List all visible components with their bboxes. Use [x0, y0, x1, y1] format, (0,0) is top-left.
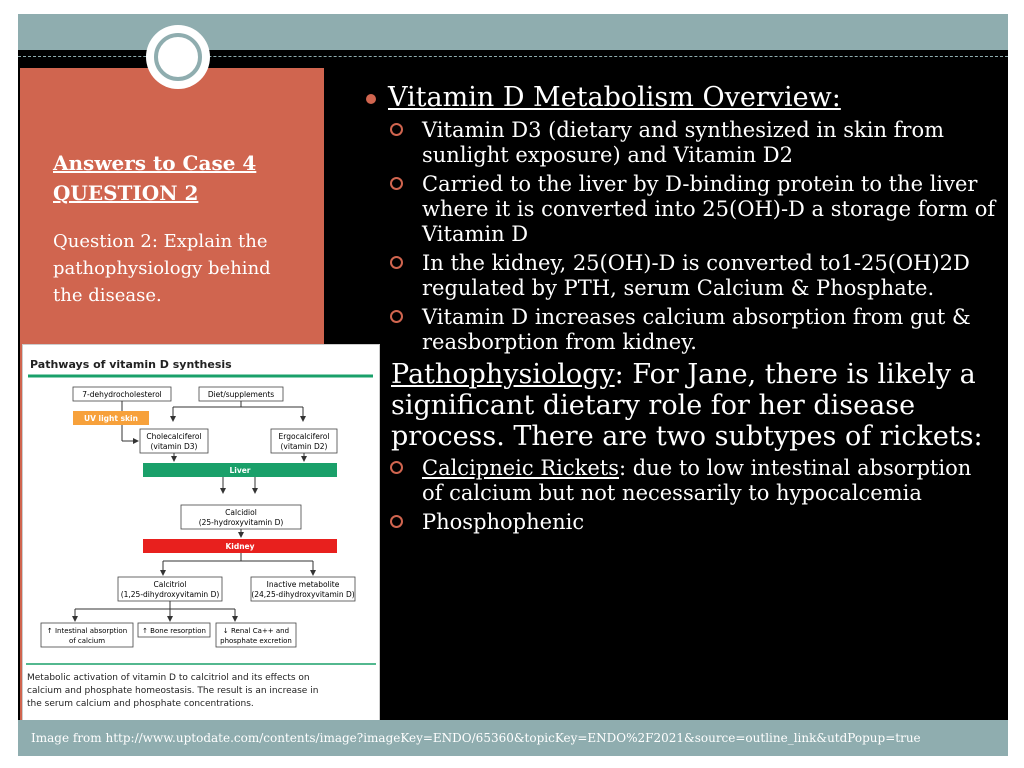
case-title [53, 148, 303, 208]
box-inactive-metabolite-sub: (24,25-dihydroxyvitamin D) [251, 590, 355, 599]
case-title-line1: Answers to Case 4 [53, 151, 257, 175]
list-item [358, 305, 998, 355]
calcipneic-text: : due to low intestinal absorption of calcium but not necessarily to hypocalcemia [422, 456, 972, 505]
list-item [358, 118, 998, 168]
hollow-bullet-icon [390, 461, 403, 474]
figure-caption-line2: calcium and phosphate homeostasis. The result is an increase in [27, 686, 319, 696]
hollow-bullet-icon [390, 177, 403, 190]
box-ergocalciferol-sub: (vitamin D2) [280, 442, 328, 451]
question-text: Question 2: Explain the pathophysiology behind the disease. [53, 231, 271, 306]
box-renal-excretion: ↓ Renal Ca++ and [222, 627, 290, 635]
bottom-band [18, 720, 1008, 756]
hollow-bullet-icon [390, 310, 403, 323]
list-item [358, 456, 998, 506]
vitamin-d-pathway-figure [22, 344, 380, 730]
circle-ornament-icon [146, 25, 210, 89]
heading-bullet [358, 82, 998, 114]
box-calcitriol: Calcitriol [153, 580, 187, 589]
list-item [358, 510, 998, 535]
box-liver: Liver [229, 466, 251, 475]
box-diet: Diet/supplements [207, 390, 275, 399]
box-bone-resorption: ↑ Bone resorption [142, 627, 206, 635]
hollow-bullet-icon [390, 256, 403, 269]
list-item [358, 251, 998, 301]
box-intestinal-absorption-sub: of calcium [68, 637, 106, 645]
figure-title: Pathways of vitamin D synthesis [30, 358, 232, 371]
box-inactive-metabolite: Inactive metabolite [266, 580, 340, 589]
section-heading: Vitamin D Metabolism Overview: [388, 82, 841, 113]
box-cholecalciferol-sub: (vitamin D3) [150, 442, 198, 451]
content-area [358, 82, 998, 539]
list-item [358, 172, 998, 247]
box-kidney: Kidney [225, 542, 255, 551]
box-dehydrocholesterol: 7-dehydrocholesterol [82, 390, 162, 399]
box-calcidiol-sub: (25-hydroxyvitamin D) [198, 518, 284, 527]
box-cholecalciferol: Cholecalciferol [146, 432, 202, 441]
pathophysiology-label: Pathophysiology [391, 359, 615, 390]
box-calcidiol: Calcidiol [225, 508, 257, 517]
figure-caption-line1: Metabolic activation of vitamin D to calcitriol and its effects on [27, 673, 310, 683]
figure-caption-line3: the serum calcium and phosphate concentrations. [27, 699, 254, 709]
box-renal-excretion-sub: phosphate excretion [220, 637, 292, 645]
calcipneic-label: Calcipneic Rickets [422, 456, 619, 480]
filled-bullet-icon [366, 94, 376, 104]
hollow-bullet-icon [390, 515, 403, 528]
box-calcitriol-sub: (1,25-dihydroxyvitamin D) [120, 590, 220, 599]
list-item-text: Carried to the liver by D-binding protein to the liver where it is converted into 25(OH)-D a storage form of Vitamin D [422, 172, 996, 246]
list-item-text: Vitamin D increases calcium absorption from gut & reasborption from kidney. [422, 305, 971, 354]
box-uv-light: UV light skin [84, 414, 138, 423]
list-item-text: Vitamin D3 (dietary and synthesized in skin from sunlight exposure) and Vitamin D2 [422, 118, 945, 167]
box-ergocalciferol: Ergocalciferol [278, 432, 330, 441]
phosphophenic-text: Phosphophenic [422, 510, 585, 534]
pathophysiology-paragraph [358, 359, 998, 452]
slide [18, 14, 1008, 754]
list-item-text: In the kidney, 25(OH)-D is converted to1-25(OH)2D regulated by PTH, serum Calcium & Phosphate. [422, 251, 970, 300]
case-title-line2: QUESTION 2 [53, 181, 199, 205]
hollow-bullet-icon [390, 123, 403, 136]
box-intestinal-absorption: ↑ Intestinal absorption [46, 627, 128, 635]
pathophysiology-text: : For Jane, there is likely a significant dietary role for her disease process. There are two subtypes of rickets: [391, 359, 983, 452]
image-source-caption: Image from http://www.uptodate.com/contents/image?imageKey=ENDO/65360&topicKey=ENDO%2F2021&source=outline_link&utdPopup=true [31, 731, 921, 745]
